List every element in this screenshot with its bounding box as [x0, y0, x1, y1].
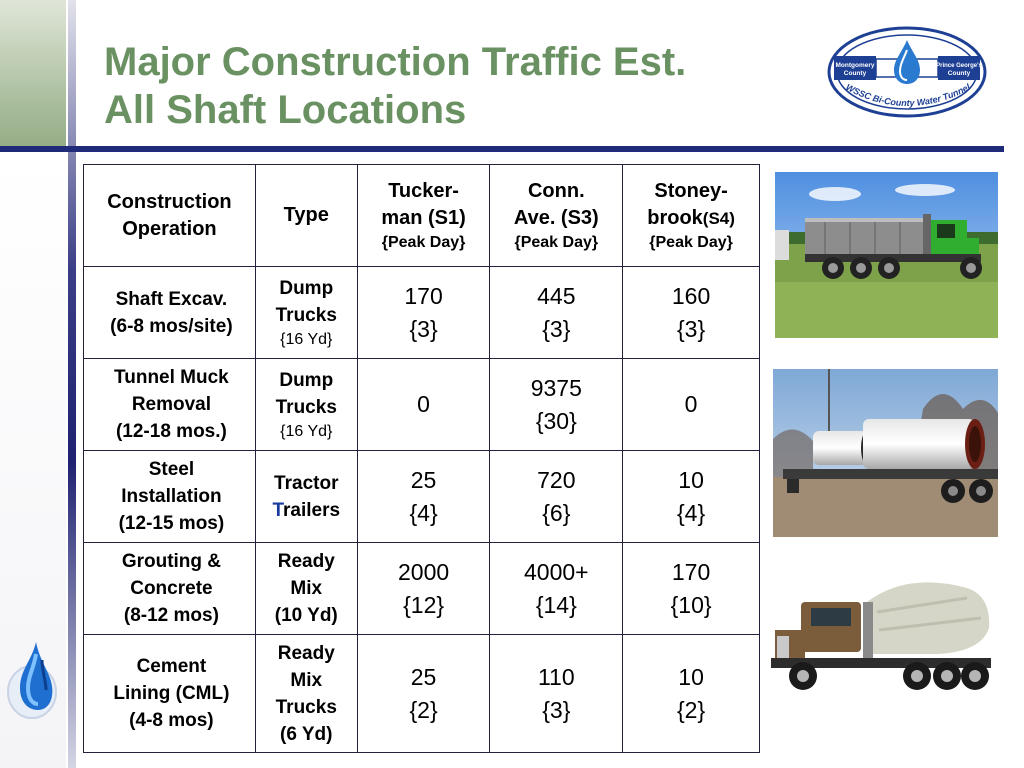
- value-peak: {3}: [409, 315, 438, 342]
- value-count: 0: [417, 391, 430, 417]
- operation-line: (8-12 mos): [123, 605, 219, 626]
- row-type: [255, 543, 357, 635]
- type-line: Trucks: [275, 304, 337, 326]
- operation-line: Tunnel Muck: [114, 367, 229, 388]
- row-s4-value: [623, 267, 760, 359]
- type-line: Ready: [277, 551, 335, 572]
- table-row: [84, 635, 760, 753]
- row-type: [255, 359, 357, 451]
- value-peak: {3}: [677, 315, 706, 342]
- value-peak: {6}: [542, 499, 571, 526]
- table-row: [84, 451, 760, 543]
- value-peak: {2}: [677, 696, 706, 723]
- operation-line: Cement: [136, 656, 207, 677]
- row-operation: [84, 359, 256, 451]
- header-s1: [357, 165, 490, 267]
- horizontal-accent-rule: [0, 146, 1004, 152]
- value-peak: {12}: [403, 591, 445, 618]
- type-line: Dump: [279, 277, 334, 299]
- value-count: 25: [410, 663, 437, 690]
- value-peak: {4}: [677, 499, 706, 526]
- row-s3-value: [490, 451, 623, 543]
- header-s4-line-2: [627, 205, 755, 232]
- header-s1-line-2: man (S1): [381, 206, 466, 229]
- row-s4-value: [623, 359, 760, 451]
- type-letter-t: T: [272, 499, 284, 521]
- value-count: 445: [537, 282, 576, 309]
- operation-line: Shaft Excav.: [115, 288, 228, 310]
- row-s1-value: [357, 359, 490, 451]
- header-s4-peak: {Peak Day}: [649, 233, 733, 251]
- header-s4-code: (S4): [702, 208, 735, 228]
- slide-title-line-2: All Shaft Locations: [104, 88, 467, 132]
- traffic-estimate-table: [83, 164, 760, 753]
- operation-line: (12-18 mos.): [115, 421, 227, 442]
- row-operation: [84, 543, 256, 635]
- logo-right-text-2: County: [947, 70, 971, 77]
- slide-title: [104, 38, 804, 134]
- value-count: 110: [537, 663, 575, 690]
- header-s4-brook: brook: [647, 206, 703, 229]
- header-operation: [84, 165, 256, 267]
- header-operation-line-2: Operation: [122, 217, 217, 240]
- row-s1-value: [357, 543, 490, 635]
- row-s4-value: [623, 543, 760, 635]
- type-line: Trucks: [275, 396, 337, 418]
- type-line-rest: railers: [283, 499, 341, 521]
- header-type-label: Type: [283, 204, 329, 226]
- value-peak: {10}: [670, 591, 712, 618]
- value-count: 170: [671, 558, 711, 585]
- header-s3-line-1: Conn.: [527, 179, 585, 202]
- type-note: {16 Yd}: [280, 330, 333, 348]
- value-peak: {3}: [542, 315, 571, 342]
- row-s3-value: [490, 267, 623, 359]
- droplet-logo-icon: [2, 640, 58, 722]
- logo-arc-text: WSSC Bi-County Water Tunnel: [844, 81, 972, 109]
- value-count: 720: [537, 466, 576, 493]
- header-s3-peak: {Peak Day}: [514, 233, 599, 251]
- header-s4-line-1: Stoney-: [654, 179, 728, 202]
- type-line: Trucks: [275, 696, 337, 718]
- value-count: 0: [684, 391, 698, 417]
- cement-mixer-photo: [767, 572, 997, 700]
- operation-line: (4-8 mos): [129, 710, 214, 731]
- row-operation: [84, 267, 256, 359]
- operation-line: (12-15 mos): [118, 513, 225, 534]
- table-header-row: [84, 165, 760, 267]
- vertical-accent-rule: [68, 0, 76, 768]
- header-operation-line-1: Construction: [107, 190, 232, 213]
- logo-left-text-2: County: [843, 70, 867, 77]
- value-peak: {30}: [535, 407, 577, 434]
- type-line: Tractor: [274, 472, 339, 494]
- row-operation: [84, 635, 256, 753]
- operation-line: Grouting &: [121, 551, 222, 572]
- type-line: [258, 497, 355, 524]
- header-type: [255, 165, 357, 267]
- operation-line: Lining (CML): [113, 683, 230, 704]
- row-s3-value: [490, 635, 623, 753]
- dump-truck-photo: [775, 172, 998, 338]
- slide-title-line-1: Major Construction Traffic Est.: [104, 40, 687, 84]
- table-row: [84, 267, 760, 359]
- value-count: 10: [678, 663, 704, 690]
- row-s4-value: [623, 635, 760, 753]
- wssc-tunnel-logo: [826, 26, 988, 122]
- operation-line: Steel: [148, 459, 195, 480]
- logo-left-text-1: Montgomery: [835, 62, 875, 69]
- row-type: [255, 267, 357, 359]
- value-count: 2000: [397, 558, 450, 585]
- steel-trailer-photo: [773, 369, 998, 537]
- operation-line: (6-8 mos/site): [110, 315, 233, 337]
- operation-line: Installation: [121, 486, 222, 507]
- value-count: 25: [410, 466, 437, 493]
- type-line: (10 Yd): [274, 605, 338, 626]
- table-row: [84, 543, 760, 635]
- header-s1-peak: {Peak Day}: [381, 233, 466, 251]
- row-s3-value: [490, 543, 623, 635]
- left-decorative-band: [0, 0, 66, 148]
- row-s1-value: [357, 635, 490, 753]
- type-line: Ready: [277, 642, 335, 664]
- value-count: 160: [671, 282, 711, 309]
- type-line: Mix: [290, 669, 323, 691]
- value-count: 170: [404, 282, 443, 309]
- logo-right-text-1: Prince George's: [936, 63, 982, 69]
- type-line: Dump: [279, 369, 334, 391]
- value-count: 9375: [530, 374, 582, 401]
- row-s3-value: [490, 359, 623, 451]
- row-s4-value: [623, 451, 760, 543]
- type-note: {16 Yd}: [280, 422, 333, 440]
- row-operation: [84, 451, 256, 543]
- header-s1-line-1: Tucker-: [388, 179, 459, 202]
- row-s1-value: [357, 267, 490, 359]
- type-line: Mix: [290, 578, 323, 599]
- value-peak: {4}: [409, 499, 438, 526]
- value-peak: {14}: [535, 591, 577, 618]
- table-row: [84, 359, 760, 451]
- header-s4: [623, 165, 760, 267]
- row-type: [255, 451, 357, 543]
- value-peak: {2}: [409, 696, 438, 723]
- value-count: 10: [678, 466, 704, 493]
- type-line: (6 Yd): [280, 723, 333, 745]
- header-s3-line-2: Ave. (S3): [513, 206, 599, 229]
- row-type: [255, 635, 357, 753]
- header-s3: [490, 165, 623, 267]
- row-s1-value: [357, 451, 490, 543]
- operation-line: Removal: [131, 394, 212, 415]
- value-count: 4000+: [524, 558, 589, 585]
- value-peak: {3}: [542, 696, 571, 723]
- operation-line: Concrete: [130, 578, 213, 599]
